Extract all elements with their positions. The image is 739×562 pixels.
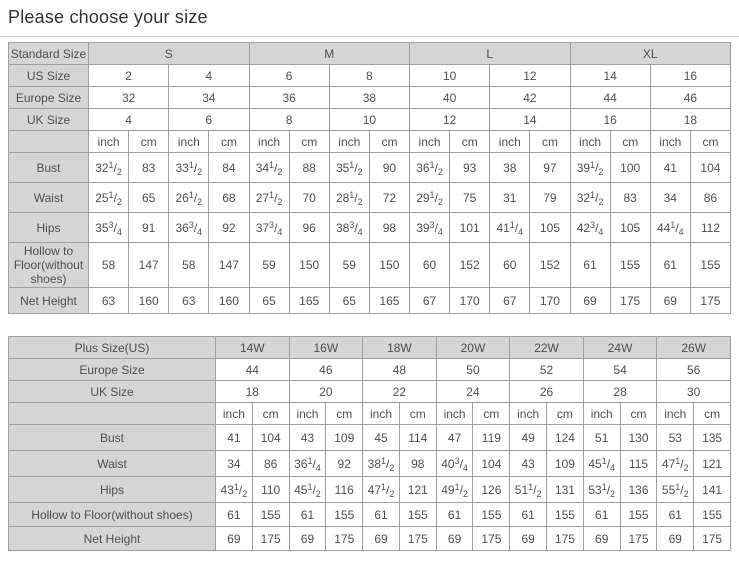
measure-value-cell: $45^1/_2$ <box>289 477 326 503</box>
measure-value-cell: $42^3/_4$ <box>570 213 610 243</box>
size-value-cell: 30 <box>657 381 731 403</box>
measure-value-cell: 155 <box>473 503 510 527</box>
measure-value-cell: 98 <box>369 213 409 243</box>
measure-value-cell: $39^3/_4$ <box>410 213 450 243</box>
measure-value-cell: 96 <box>289 213 329 243</box>
size-group-header: 16W <box>289 337 363 359</box>
measure-value-cell: 105 <box>610 213 650 243</box>
size-group-header: 22W <box>510 337 584 359</box>
measure-value-cell: 61 <box>510 503 547 527</box>
table-corner-label: Standard Size <box>9 43 89 65</box>
size-group-header: 18W <box>363 337 437 359</box>
measure-value-cell: $36^3/_4$ <box>169 213 209 243</box>
measure-value-cell: 83 <box>610 183 650 213</box>
measure-value-cell: 53 <box>657 425 694 451</box>
measure-value-cell: 170 <box>530 288 570 314</box>
measure-value-cell: 155 <box>326 503 363 527</box>
measure-value-cell: 175 <box>620 527 657 551</box>
measure-value-cell: $38^3/_4$ <box>329 213 369 243</box>
unit-cm-label: cm <box>450 131 490 153</box>
measure-value-cell: 69 <box>289 527 326 551</box>
size-value-cell: 20 <box>289 381 363 403</box>
measure-value-cell: 34 <box>650 183 690 213</box>
measure-value-cell: $47^1/_2$ <box>363 477 400 503</box>
measure-value-cell: 130 <box>620 425 657 451</box>
measure-value-cell: 67 <box>490 288 530 314</box>
row-label: Bust <box>9 425 216 451</box>
unit-inch-label: inch <box>583 403 620 425</box>
size-value-cell: 38 <box>329 87 409 109</box>
measure-value-cell: 79 <box>530 183 570 213</box>
measure-value-cell: 119 <box>473 425 510 451</box>
measure-value-cell: 86 <box>690 183 730 213</box>
measure-value-cell: 126 <box>473 477 510 503</box>
measure-value-cell: 63 <box>169 288 209 314</box>
standard-size-table-container <box>8 42 731 314</box>
measure-value-cell: 45 <box>363 425 400 451</box>
measure-value-cell: 155 <box>610 243 650 288</box>
measure-value-cell: 67 <box>410 288 450 314</box>
row-label: Waist <box>9 183 89 213</box>
measure-value-cell: $53^1/_2$ <box>583 477 620 503</box>
measure-value-cell: 155 <box>252 503 289 527</box>
measure-value-cell: 152 <box>450 243 490 288</box>
measure-value-cell: 155 <box>547 503 584 527</box>
size-group-header: L <box>410 43 571 65</box>
measure-value-cell: 75 <box>450 183 490 213</box>
unit-inch-label: inch <box>289 403 326 425</box>
measure-value-cell: 65 <box>249 288 289 314</box>
size-value-cell: 22 <box>363 381 437 403</box>
row-label: Hollow to Floor(without shoes) <box>9 243 89 288</box>
measure-value-cell: 114 <box>399 425 436 451</box>
measure-value-cell: $27^1/_2$ <box>249 183 289 213</box>
measure-value-cell: 110 <box>252 477 289 503</box>
measure-value-cell: $55^1/_2$ <box>657 477 694 503</box>
unit-cm-label: cm <box>289 131 329 153</box>
measure-value-cell: 147 <box>129 243 169 288</box>
measure-value-cell: 175 <box>690 288 730 314</box>
measure-value-cell: 112 <box>690 213 730 243</box>
measure-value-cell: $43^1/_2$ <box>216 477 253 503</box>
measure-value-cell: 135 <box>694 425 731 451</box>
measure-value-cell: 155 <box>620 503 657 527</box>
row-label: Hollow to Floor(without shoes) <box>9 503 216 527</box>
size-value-cell: 12 <box>410 109 490 131</box>
unit-cm-label: cm <box>694 403 731 425</box>
measure-value-cell: 61 <box>570 243 610 288</box>
measure-value-cell: 61 <box>657 503 694 527</box>
measure-value-cell: 155 <box>690 243 730 288</box>
title-divider <box>0 36 739 37</box>
measure-value-cell: 97 <box>530 153 570 183</box>
measure-value-cell: 31 <box>490 183 530 213</box>
size-value-cell: 4 <box>169 65 249 87</box>
measure-value-cell: 43 <box>289 425 326 451</box>
unit-cm-label: cm <box>547 403 584 425</box>
size-group-header: S <box>89 43 250 65</box>
measure-value-cell: 72 <box>369 183 409 213</box>
measure-value-cell: 47 <box>436 425 473 451</box>
measure-value-cell: 88 <box>289 153 329 183</box>
row-label: Waist <box>9 451 216 477</box>
unit-cm-label: cm <box>129 131 169 153</box>
unit-cm-label: cm <box>610 131 650 153</box>
unit-cm-label: cm <box>252 403 289 425</box>
measure-value-cell: $32^1/_2$ <box>89 153 129 183</box>
plus-size-table <box>8 336 731 551</box>
measure-value-cell: 69 <box>650 288 690 314</box>
measure-value-cell: $36^1/_2$ <box>410 153 450 183</box>
standard-size-table <box>8 42 731 314</box>
unit-cm-label: cm <box>399 403 436 425</box>
measure-value-cell: 175 <box>252 527 289 551</box>
measure-value-cell: $26^1/_2$ <box>169 183 209 213</box>
measure-value-cell: $36^1/_4$ <box>289 451 326 477</box>
size-group-header: XL <box>570 43 731 65</box>
measure-value-cell: $38^1/_2$ <box>363 451 400 477</box>
measure-value-cell: 147 <box>209 243 249 288</box>
measure-value-cell: 175 <box>694 527 731 551</box>
measure-value-cell: $39^1/_2$ <box>570 153 610 183</box>
unit-inch-label: inch <box>329 131 369 153</box>
unit-inch-label: inch <box>436 403 473 425</box>
measure-value-cell: $47^1/_2$ <box>657 451 694 477</box>
size-value-cell: 16 <box>650 65 730 87</box>
measure-value-cell: 115 <box>620 451 657 477</box>
measure-value-cell: 175 <box>326 527 363 551</box>
measure-value-cell: $29^1/_2$ <box>410 183 450 213</box>
measure-value-cell: 175 <box>473 527 510 551</box>
measure-value-cell: 86 <box>252 451 289 477</box>
measure-value-cell: $49^1/_2$ <box>436 477 473 503</box>
measure-value-cell: $35^3/_4$ <box>89 213 129 243</box>
row-label-empty <box>9 403 216 425</box>
unit-inch-label: inch <box>650 131 690 153</box>
size-group-header: M <box>249 43 410 65</box>
row-label-empty <box>9 131 89 153</box>
size-value-cell: 46 <box>289 359 363 381</box>
measure-value-cell: 175 <box>547 527 584 551</box>
page-title: Please choose your size <box>8 7 208 27</box>
measure-value-cell: 69 <box>583 527 620 551</box>
measure-value-cell: 49 <box>510 425 547 451</box>
size-group-header: 20W <box>436 337 510 359</box>
measure-value-cell: 68 <box>209 183 249 213</box>
measure-value-cell: 61 <box>363 503 400 527</box>
measure-value-cell: 105 <box>530 213 570 243</box>
size-value-cell: 40 <box>410 87 490 109</box>
measure-value-cell: 101 <box>450 213 490 243</box>
measure-value-cell: 175 <box>399 527 436 551</box>
measure-value-cell: 121 <box>694 451 731 477</box>
size-value-cell: 8 <box>249 109 329 131</box>
measure-value-cell: $25^1/_2$ <box>89 183 129 213</box>
unit-inch-label: inch <box>490 131 530 153</box>
measure-value-cell: 93 <box>450 153 490 183</box>
row-label: Europe Size <box>9 87 89 109</box>
unit-inch-label: inch <box>216 403 253 425</box>
measure-value-cell: 104 <box>252 425 289 451</box>
measure-value-cell: 109 <box>326 425 363 451</box>
size-value-cell: 32 <box>89 87 169 109</box>
measure-value-cell: 61 <box>289 503 326 527</box>
measure-value-cell: 61 <box>216 503 253 527</box>
size-value-cell: 18 <box>216 381 290 403</box>
measure-value-cell: 160 <box>209 288 249 314</box>
measure-value-cell: 155 <box>694 503 731 527</box>
measure-value-cell: 70 <box>289 183 329 213</box>
size-value-cell: 44 <box>216 359 290 381</box>
measure-value-cell: 121 <box>399 477 436 503</box>
size-value-cell: 54 <box>583 359 657 381</box>
measure-value-cell: $28^1/_2$ <box>329 183 369 213</box>
measure-value-cell: 150 <box>289 243 329 288</box>
unit-inch-label: inch <box>510 403 547 425</box>
measure-value-cell: 69 <box>657 527 694 551</box>
unit-cm-label: cm <box>209 131 249 153</box>
measure-value-cell: 104 <box>473 451 510 477</box>
size-value-cell: 4 <box>89 109 169 131</box>
row-label: Net Height <box>9 527 216 551</box>
row-label: Net Height <box>9 288 89 314</box>
size-group-header: 24W <box>583 337 657 359</box>
measure-value-cell: $40^3/_4$ <box>436 451 473 477</box>
size-value-cell: 24 <box>436 381 510 403</box>
measure-value-cell: 69 <box>436 527 473 551</box>
row-label: Europe Size <box>9 359 216 381</box>
measure-value-cell: $35^1/_2$ <box>329 153 369 183</box>
unit-inch-label: inch <box>363 403 400 425</box>
size-value-cell: 28 <box>583 381 657 403</box>
measure-value-cell: $34^1/_2$ <box>249 153 289 183</box>
measure-value-cell: 34 <box>216 451 253 477</box>
row-label: UK Size <box>9 109 89 131</box>
measure-value-cell: 91 <box>129 213 169 243</box>
size-value-cell: 14 <box>490 109 570 131</box>
measure-value-cell: 51 <box>583 425 620 451</box>
unit-cm-label: cm <box>530 131 570 153</box>
measure-value-cell: $41^1/_4$ <box>490 213 530 243</box>
measure-value-cell: 160 <box>129 288 169 314</box>
measure-value-cell: 38 <box>490 153 530 183</box>
measure-value-cell: 100 <box>610 153 650 183</box>
measure-value-cell: 136 <box>620 477 657 503</box>
measure-value-cell: 170 <box>450 288 490 314</box>
unit-inch-label: inch <box>169 131 209 153</box>
unit-cm-label: cm <box>369 131 409 153</box>
table-corner-label: Plus Size(US) <box>9 337 216 359</box>
measure-value-cell: 65 <box>129 183 169 213</box>
size-value-cell: 10 <box>410 65 490 87</box>
measure-value-cell: 59 <box>249 243 289 288</box>
measure-value-cell: 61 <box>436 503 473 527</box>
size-value-cell: 26 <box>510 381 584 403</box>
measure-value-cell: 124 <box>547 425 584 451</box>
measure-value-cell: 131 <box>547 477 584 503</box>
measure-value-cell: 175 <box>610 288 650 314</box>
size-value-cell: 14 <box>570 65 650 87</box>
size-value-cell: 52 <box>510 359 584 381</box>
unit-inch-label: inch <box>89 131 129 153</box>
unit-cm-label: cm <box>473 403 510 425</box>
size-value-cell: 36 <box>249 87 329 109</box>
measure-value-cell: 90 <box>369 153 409 183</box>
measure-value-cell: 63 <box>89 288 129 314</box>
measure-value-cell: 165 <box>289 288 329 314</box>
measure-value-cell: 152 <box>530 243 570 288</box>
measure-value-cell: 41 <box>216 425 253 451</box>
size-value-cell: 34 <box>169 87 249 109</box>
unit-inch-label: inch <box>657 403 694 425</box>
measure-value-cell: 69 <box>216 527 253 551</box>
size-value-cell: 6 <box>249 65 329 87</box>
measure-value-cell: 59 <box>329 243 369 288</box>
size-value-cell: 46 <box>650 87 730 109</box>
size-value-cell: 48 <box>363 359 437 381</box>
size-value-cell: 16 <box>570 109 650 131</box>
measure-value-cell: 60 <box>410 243 450 288</box>
measure-value-cell: 65 <box>329 288 369 314</box>
measure-value-cell: 41 <box>650 153 690 183</box>
measure-value-cell: 98 <box>399 451 436 477</box>
measure-value-cell: 116 <box>326 477 363 503</box>
size-value-cell: 2 <box>89 65 169 87</box>
row-label: Hips <box>9 477 216 503</box>
measure-value-cell: 92 <box>209 213 249 243</box>
size-value-cell: 56 <box>657 359 731 381</box>
measure-value-cell: 141 <box>694 477 731 503</box>
measure-value-cell: $51^1/_2$ <box>510 477 547 503</box>
unit-inch-label: inch <box>249 131 289 153</box>
measure-value-cell: 69 <box>363 527 400 551</box>
measure-value-cell: 69 <box>570 288 610 314</box>
measure-value-cell: $45^1/_4$ <box>583 451 620 477</box>
measure-value-cell: 69 <box>510 527 547 551</box>
measure-value-cell: 61 <box>583 503 620 527</box>
measure-value-cell: 109 <box>547 451 584 477</box>
size-value-cell: 10 <box>329 109 409 131</box>
unit-inch-label: inch <box>570 131 610 153</box>
size-value-cell: 8 <box>329 65 409 87</box>
measure-value-cell: $32^1/_2$ <box>570 183 610 213</box>
measure-value-cell: 155 <box>399 503 436 527</box>
size-value-cell: 42 <box>490 87 570 109</box>
measure-value-cell: 61 <box>650 243 690 288</box>
measure-value-cell: 150 <box>369 243 409 288</box>
measure-value-cell: $33^1/_2$ <box>169 153 209 183</box>
measure-value-cell: 83 <box>129 153 169 183</box>
size-value-cell: 18 <box>650 109 730 131</box>
measure-value-cell: 165 <box>369 288 409 314</box>
unit-inch-label: inch <box>410 131 450 153</box>
measure-value-cell: $37^3/_4$ <box>249 213 289 243</box>
row-label: Hips <box>9 213 89 243</box>
measure-value-cell: 92 <box>326 451 363 477</box>
measure-value-cell: $44^1/_4$ <box>650 213 690 243</box>
measure-value-cell: 104 <box>690 153 730 183</box>
measure-value-cell: 58 <box>89 243 129 288</box>
row-label: Bust <box>9 153 89 183</box>
measure-value-cell: 43 <box>510 451 547 477</box>
row-label: US Size <box>9 65 89 87</box>
size-group-header: 26W <box>657 337 731 359</box>
measure-value-cell: 58 <box>169 243 209 288</box>
unit-cm-label: cm <box>326 403 363 425</box>
row-label: UK Size <box>9 381 216 403</box>
size-value-cell: 50 <box>436 359 510 381</box>
plus-size-table-container <box>8 336 731 551</box>
measure-value-cell: 60 <box>490 243 530 288</box>
size-value-cell: 6 <box>169 109 249 131</box>
size-group-header: 14W <box>216 337 290 359</box>
unit-cm-label: cm <box>690 131 730 153</box>
size-value-cell: 12 <box>490 65 570 87</box>
unit-cm-label: cm <box>620 403 657 425</box>
size-value-cell: 44 <box>570 87 650 109</box>
measure-value-cell: 84 <box>209 153 249 183</box>
